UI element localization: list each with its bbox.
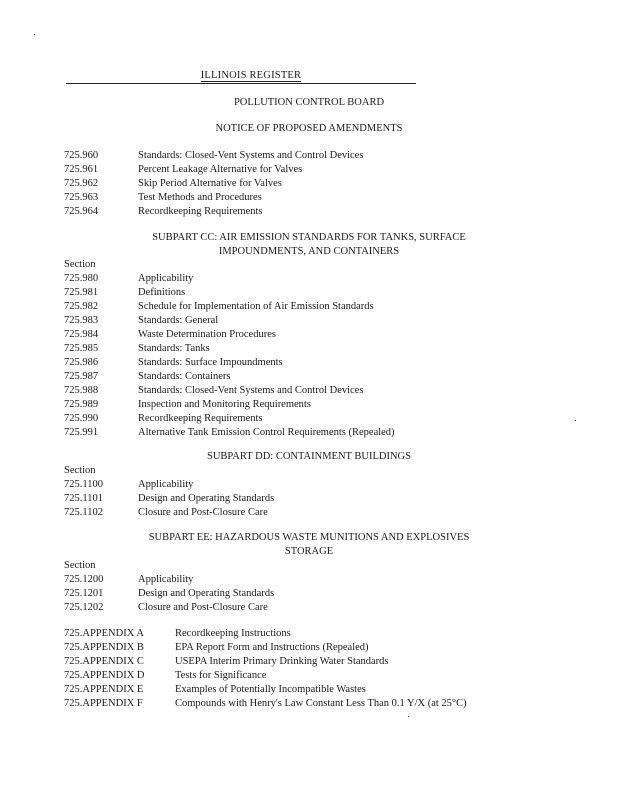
list-item: 725.983 Standards: General [64,315,219,326]
list-item: 725.1100 Applicability [64,479,194,490]
header-rule [66,83,416,84]
list-item: 725.964 Recordkeeping Requirements [64,206,263,217]
subpart-ee-heading-cont: STORAGE [284,546,334,557]
list-item: 725.981 Definitions [64,287,186,298]
section-label: Section [64,465,96,476]
board-title: POLLUTION CONTROL BOARD [233,97,385,108]
list-item: 725.986 Standards: Surface Impoundments [64,357,283,368]
section-label: Section [64,259,96,270]
register-title: ILLINOIS REGISTER [200,70,302,81]
list-item: 725.984 Waste Determination Procedures [64,329,276,340]
scan-speck [34,34,35,35]
subpart-cc-heading: SUBPART CC: AIR EMISSION STANDARDS FOR TANKS, SURFACE [152,232,466,243]
list-item: 725.988 Standards: Closed-Vent Systems and Control Devices [64,385,364,396]
list-item: 725.987 Standards: Containers [64,371,231,382]
appendix-item: 725.APPENDIX D Tests for Significance [64,670,267,681]
appendix-item: 725.APPENDIX C USEPA Interim Primary Drinking Water Standards [64,656,389,667]
section-label: Section [64,560,96,571]
list-item: 725.1201 Design and Operating Standards [64,588,275,599]
list-item: 725.985 Standards: Tanks [64,343,210,354]
list-item: 725.989 Inspection and Monitoring Requirements [64,399,311,410]
list-item: 725.960 Standards: Closed-Vent Systems and Control Devices [64,150,364,161]
list-item: 725.991 Alternative Tank Emission Control Requirements (Repealed) [64,427,395,438]
scan-speck [575,420,576,421]
list-item: 725.990 Recordkeeping Requirements [64,413,263,424]
subpart-ee-heading: SUBPART EE: HAZARDOUS WASTE MUNITIONS AND EXPLOSIVES [148,532,470,543]
subpart-dd-heading: SUBPART DD: CONTAINMENT BUILDINGS [207,451,411,462]
list-item: 725.962 Skip Period Alternative for Valves [64,178,282,189]
list-item: 725.1200 Applicability [64,574,194,585]
list-item: 725.1202 Closure and Post-Closure Care [64,602,268,613]
scan-speck [408,716,409,717]
appendix-item: 725.APPENDIX A Recordkeeping Instructions [64,628,291,639]
list-item: 725.961 Percent Leakage Alternative for Valves [64,164,303,175]
list-item: 725.980 Applicability [64,273,194,284]
list-item: 725.1101 Design and Operating Standards [64,493,275,504]
list-item: 725.963 Test Methods and Procedures [64,192,262,203]
list-item: 725.1102 Closure and Post-Closure Care [64,507,268,518]
appendix-item: 725.APPENDIX F Compounds with Henry's Law Constant Less Than 0.1 Y/X (at 25°C) [64,698,467,709]
notice-title: NOTICE OF PROPOSED AMENDMENTS [215,123,403,134]
appendix-item: 725.APPENDIX B EPA Report Form and Instructions (Repealed) [64,642,369,653]
list-item: 725.982 Schedule for Implementation of Air Emission Standards [64,301,374,312]
appendix-item: 725.APPENDIX E Examples of Potentially Incompatible Wastes [64,684,366,695]
subpart-cc-heading-cont: IMPOUNDMENTS, AND CONTAINERS [218,246,400,257]
